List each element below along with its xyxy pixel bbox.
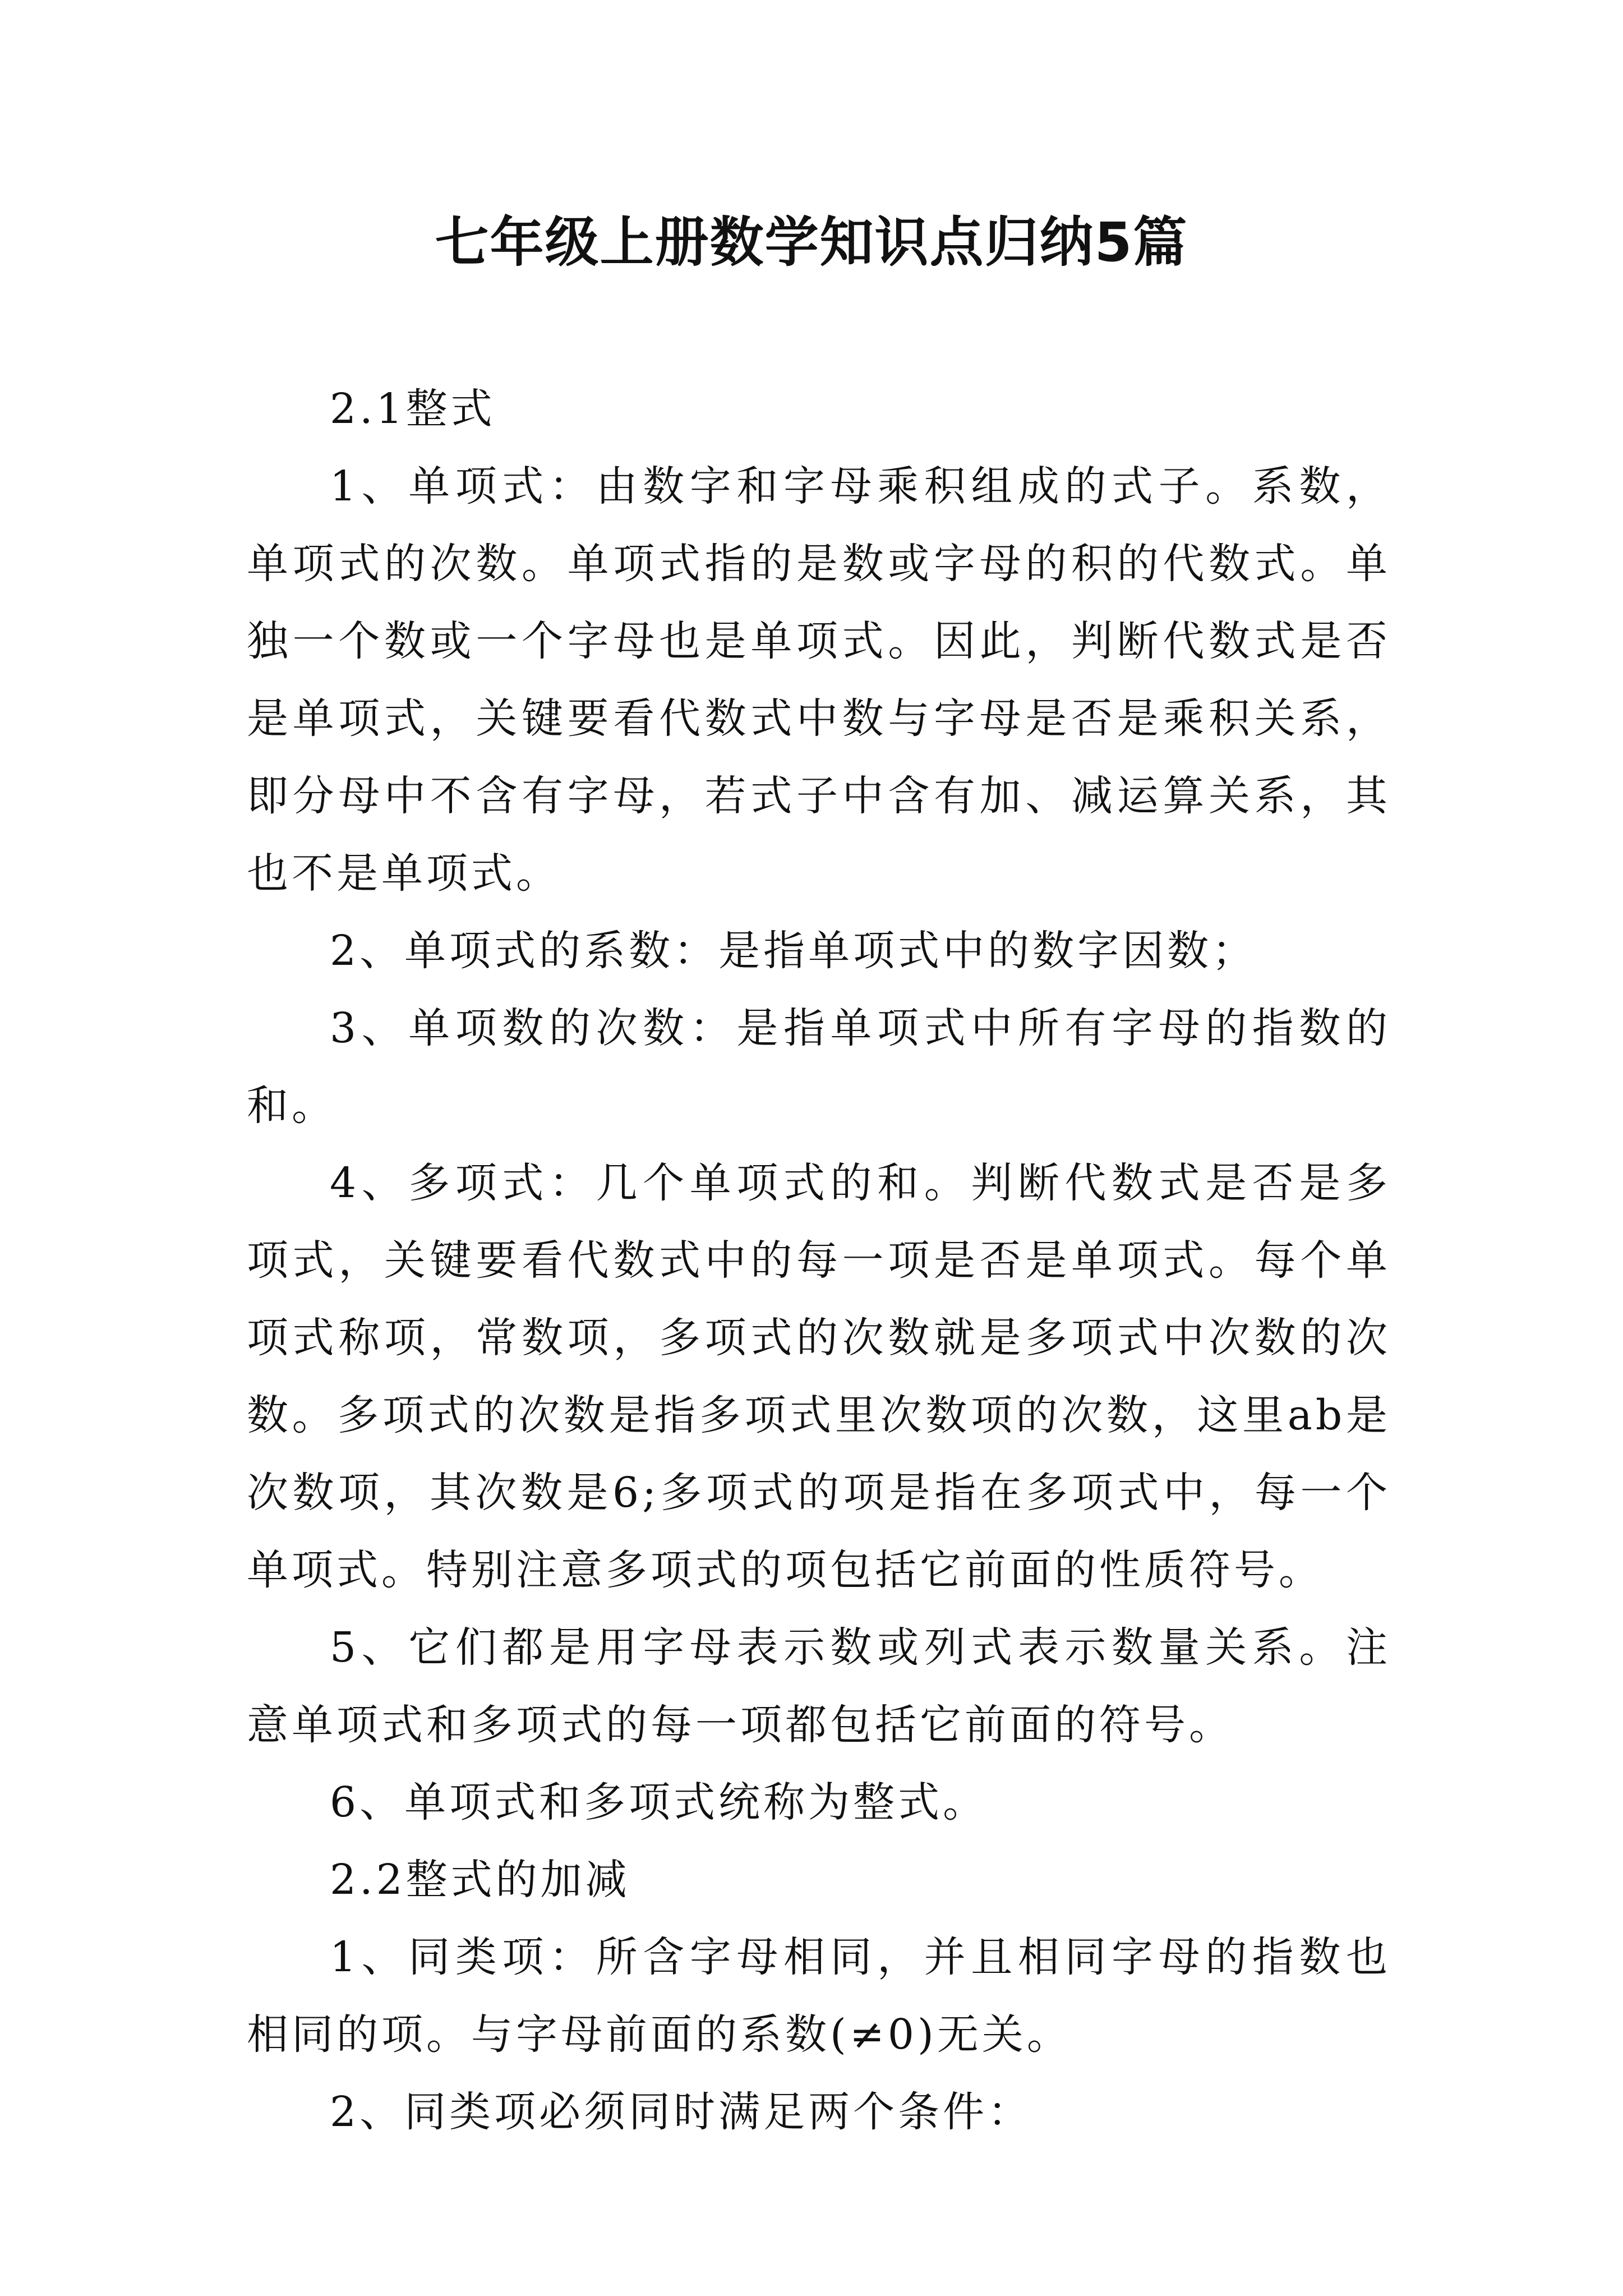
paragraph-like-terms: 1、同类项：所含字母相同，并且相同字母的指数也相同的项。与字母前面的系数(≠0)无关。 xyxy=(247,1933,1391,2059)
paragraph-monomial-degree: 3、单项数的次数：是指单项式中所有字母的指数的和。 xyxy=(247,1004,1391,1130)
paragraph-monomial-coefficient: 2、单项式的系数：是指单项式中的数字因数； xyxy=(330,927,1257,975)
section-heading-2-1: 2.1整式 xyxy=(330,385,496,433)
section-heading-2-2: 2.2整式的加减 xyxy=(330,1856,630,1904)
paragraph-monomial-definition: 1、单项式：由数字和字母乘积组成的式子。系数，单项式的次数。单项式指的是数或字母的积的代数式。单独一个数或一个字母也是单项式。因此，判断代数式是否是单项式，关键要看代数式中数与字母是否是乘积关系，即分母中不含有字母，若式子中含有加、减运算关系，其也不是单项式。 xyxy=(247,462,1391,898)
paragraph-like-terms-conditions: 2、同类项必须同时满足两个条件： xyxy=(330,2088,1033,2136)
paragraph-polynomial-definition: 4、多项式：几个单项式的和。判断代数式是否是多项式，关键要看代数式中的每一项是否是单项式。每个单项式称项，常数项，多项式的次数就是多项式中次数的次数。多项式的次数是指多项式里次数项的次数，这里ab是次数项，其次数是6;多项式的项是指在多项式中，每一个单项式。特别注意多项式的项包括它前面的性质符号。 xyxy=(247,1159,1391,1594)
paragraph-letters-as-numbers: 5、它们都是用字母表示数或列式表示数量关系。注意单项式和多项式的每一项都包括它前面的符号。 xyxy=(247,1623,1391,1749)
paragraph-integral-expression: 6、单项式和多项式统称为整式。 xyxy=(330,1778,988,1826)
page-title: 七年级上册数学知识点归纳5篇 xyxy=(435,211,1188,274)
document-body xyxy=(247,370,1391,2151)
